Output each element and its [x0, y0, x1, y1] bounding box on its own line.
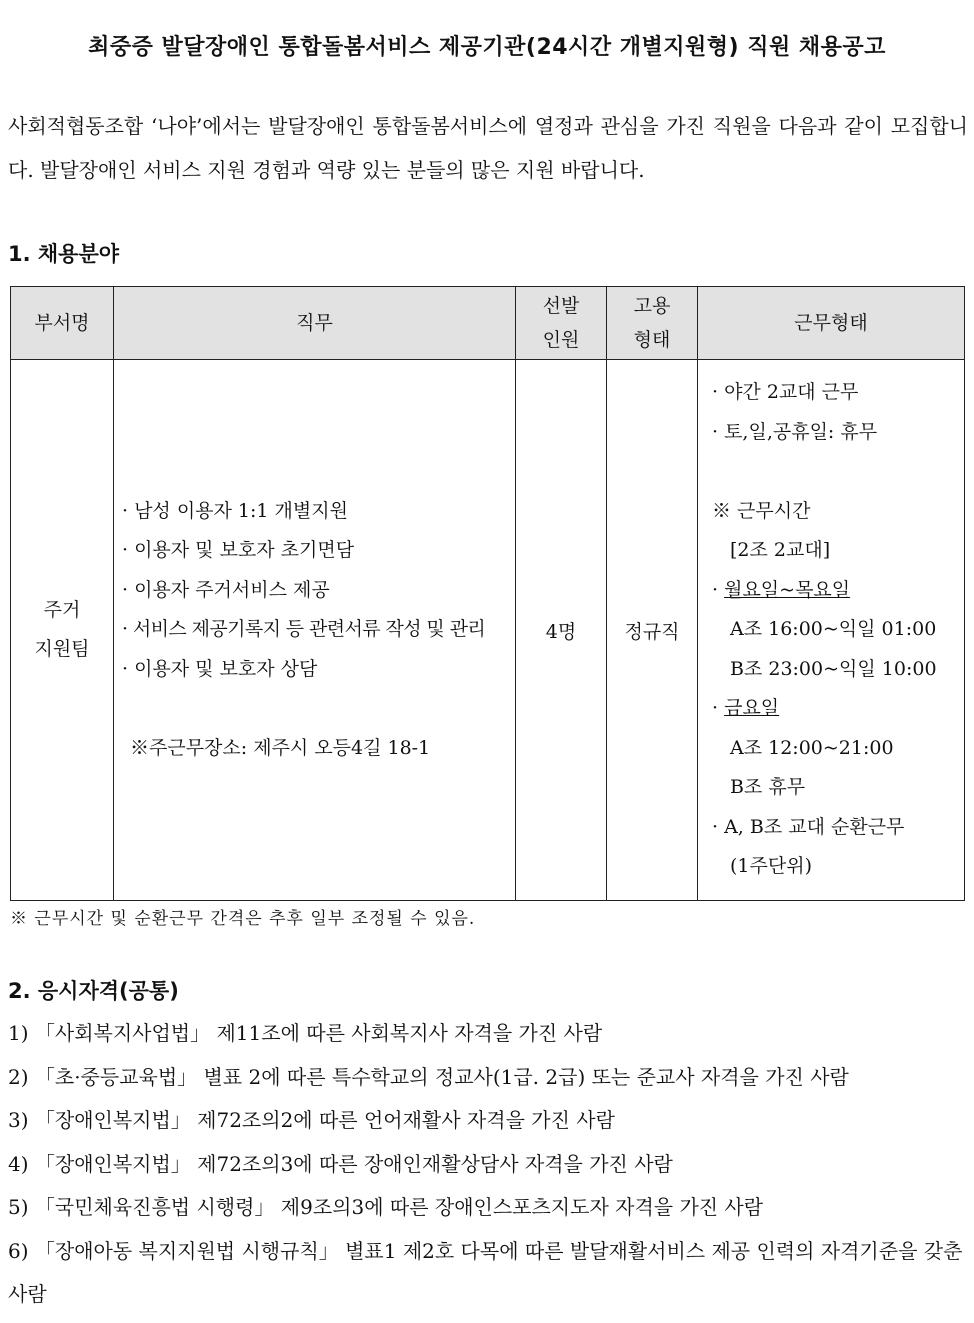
table-row — [11, 360, 965, 901]
header-headcount-line1: 선발 — [542, 295, 580, 317]
list-item: 2) 「초·중등교육법」 별표 2에 따른 특수학교의 정교사(1급. 2급) 또는 준교사 자격을 가진 사람 — [8, 1064, 849, 1089]
list-item: 5) 「국민체육진흥법 시행령」 제9조의3에 따른 장애인스포츠지도자 자격을 가진 사람 — [8, 1195, 764, 1219]
duty-item: · 이용자 주거서비스 제공 — [122, 578, 330, 601]
list-item: 6) 「장애아동 복지지원법 시행규칙」 별표1 제2호 다목에 따른 발달재활서비스 제공 인력의 자격기준을 갖춘 사람 — [8, 1238, 963, 1306]
qualifications-list — [8, 1012, 970, 1317]
bullet: · — [712, 697, 725, 720]
section-heading-positions: 1. 채용분야 — [8, 242, 120, 266]
header-duty: 직무 — [114, 287, 516, 360]
header-headcount-line2: 인원 — [542, 329, 580, 351]
dept-line1: 주거 — [43, 598, 81, 621]
list-item: 4) 「장애인복지법」 제72조의3에 따른 장애인재활상담사 자격을 가진 사람 — [8, 1151, 673, 1176]
header-dept: 부서명 — [11, 287, 114, 360]
positions-table — [10, 286, 965, 901]
header-work-type: 근무형태 — [698, 287, 965, 360]
work-line: · 야간 2교대 근무 — [712, 381, 859, 404]
header-employment-line1: 고용 — [633, 295, 671, 317]
table-header-row — [11, 287, 965, 360]
list-item: 1) 「사회복지사업법」 제11조에 따른 사회복지사 자격을 가진 사람 — [8, 1021, 603, 1045]
page-title: 최중증 발달장애인 통합돌봄서비스 제공기관(24시간 개별지원형) 직원 채용공고 — [88, 35, 886, 60]
section-heading-qualifications: 2. 응시자격(공통) — [8, 979, 179, 1003]
cell-work-type — [698, 360, 965, 901]
cell-headcount: 4명 — [516, 360, 607, 901]
header-employment-line2: 형태 — [633, 329, 671, 351]
spacer — [712, 452, 964, 492]
spacer — [122, 689, 515, 729]
list-item: 3) 「장애인복지법」 제72조의2에 따른 언어재활사 자격을 가진 사람 — [8, 1108, 615, 1132]
table-footnote: ※ 근무시간 및 순환근무 간격은 추후 일부 조정될 수 있음. — [10, 909, 476, 929]
work-line: · A, B조 교대 순환근무 — [712, 815, 905, 838]
work-line: · 토,일,공휴일: 휴무 — [712, 420, 878, 443]
header-employment — [607, 287, 698, 360]
work-line: A조 12:00~21:00 — [730, 736, 894, 759]
header-headcount — [516, 287, 607, 360]
work-location: ※주근무장소: 제주시 오등4길 18-1 — [130, 736, 431, 759]
duty-item: · 이용자 및 보호자 초기면담 — [122, 539, 355, 562]
duty-item: · 남성 이용자 1:1 개별지원 — [122, 499, 348, 522]
duty-item: · 이용자 및 보호자 상담 — [122, 657, 318, 680]
cell-duties — [114, 360, 516, 901]
work-line: (1주단위) — [730, 855, 812, 878]
duty-item: · 서비스 제공기록지 등 관련서류 작성 및 관리 — [122, 618, 486, 641]
cell-dept — [11, 360, 114, 901]
intro-paragraph: 사회적협동조합 ‘나야’에서는 발달장애인 통합돌봄서비스에 열정과 관심을 가진 직원을 다음과 같이 모집합니다. 발달장애인 서비스 지원 경험과 역량 있는 분들의 많은 지원 바랍니다. — [8, 114, 968, 182]
friday-label: 금요일 — [724, 697, 780, 720]
work-line: A조 16:00~익일 01:00 — [730, 618, 937, 641]
weekdays-label: 월요일~목요일 — [724, 578, 851, 601]
work-line: [2조 2교대] — [730, 539, 831, 562]
work-line: B조 23:00~익일 10:00 — [730, 657, 937, 680]
work-line: B조 휴무 — [730, 776, 806, 799]
work-line-weekdays — [712, 571, 964, 611]
cell-employment: 정규직 — [607, 360, 698, 901]
dept-line2: 지원팀 — [34, 638, 90, 660]
bullet: · — [712, 578, 725, 601]
work-line-friday — [712, 689, 964, 729]
work-line: ※ 근무시간 — [712, 499, 811, 522]
